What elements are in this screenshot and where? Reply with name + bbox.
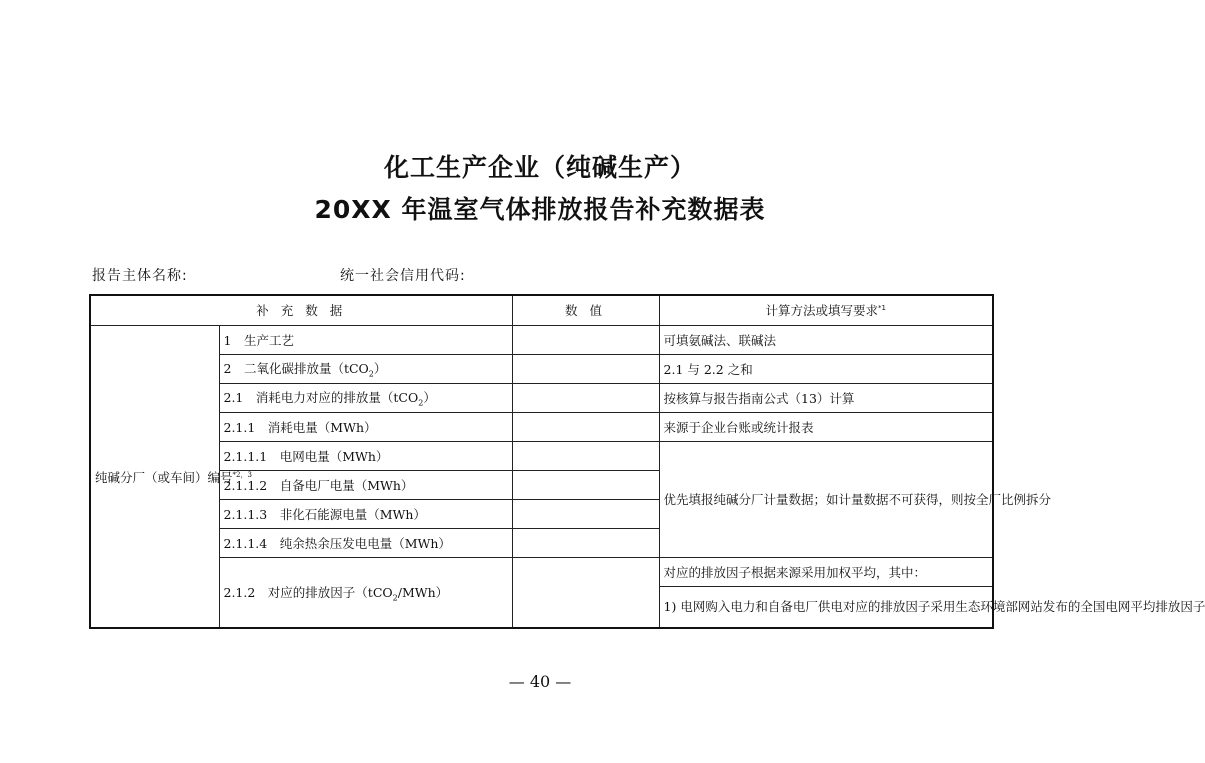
item-captive-plant-electricity: 2.1.1.2 自备电厂电量（MWh） [219,470,512,499]
header-method [659,295,993,325]
subscript: 2 [418,398,424,408]
table-row [90,383,993,412]
value-cell[interactable] [512,499,659,528]
plant-id-note: *2，3 [232,470,252,479]
value-cell[interactable] [512,383,659,412]
page-number: — 40 — [508,672,572,691]
method-cell: 对应的排放因子根据来源采用加权平均，其中： [659,557,993,586]
item-production-process: 1 生产工艺 [219,325,512,354]
method-cell: 可填氨碱法、联碱法 [659,325,993,354]
value-cell[interactable] [512,354,659,383]
credit-code-label: 统一社会信用代码: [340,268,466,284]
value-cell[interactable] [512,441,659,470]
subscript: 2 [392,593,398,602]
plant-id-cell [90,325,252,628]
method-cell-grid-factor: 1) 电网购入电力和自备电厂供电对应的排放因子采用生态环境部网站发布的全国电网平均排放因子 [659,586,993,628]
item-grid-electricity: 2.1.1.1 电网电量（MWh） [219,441,512,470]
value-cell[interactable] [512,470,659,499]
item-co2-emissions [219,354,512,383]
item-text: 2.1 消耗电力对应的排放量（tCO [223,389,419,405]
method-cell: 按核算与报告指南公式（13）计算 [659,383,993,412]
document-title-line1: 化工生产企业（纯碱生产） [383,153,696,182]
item-text-end: /MWh） [397,584,449,600]
entity-name-label: 报告主体名称: [92,268,188,284]
header-supplementary-data: 补 充 数 据 [90,295,512,325]
value-cell[interactable] [512,325,659,354]
method-cell: 2.1 与 2.2 之和 [659,354,993,383]
item-text: 2 二氧化碳排放量（tCO [223,360,369,376]
value-cell[interactable] [512,412,659,441]
table-header-row [90,295,993,325]
merged-method-cell: 优先填报纯碱分厂计量数据；如计量数据不可获得，则按全厂比例拆分 [659,441,993,557]
value-cell[interactable] [512,528,659,557]
table-row [90,325,993,354]
item-text-end: ） [373,360,387,376]
document-title-line2: 20XX 年温室气体排放报告补充数据表 [314,195,766,224]
item-electricity-emissions [219,383,512,412]
header-method-note: *1 [878,304,886,313]
value-cell[interactable] [512,557,659,628]
supplementary-data-table [89,294,1205,629]
item-text-end: ） [423,389,436,405]
item-electricity-consumed: 2.1.1 消耗电量（MWh） [219,412,512,441]
item-text: 2.1.2 对应的排放因子（tCO [223,584,393,600]
header-value: 数 值 [512,295,659,325]
plant-id-text: 纯碱分厂（或车间）编号 [95,469,233,485]
table-row [90,557,993,586]
method-cell: 来源于企业台账或统计报表 [659,412,993,441]
item-emission-factor [219,557,512,628]
table-row [90,412,993,441]
item-waste-heat-electricity: 2.1.1.4 纯余热余压发电电量（MWh） [219,528,512,557]
header-method-text: 计算方法或填写要求 [765,303,879,319]
subscript: 2 [368,369,374,379]
item-non-fossil-electricity: 2.1.1.3 非化石能源电量（MWh） [219,499,512,528]
table-row [90,441,993,470]
table-row [90,354,993,383]
